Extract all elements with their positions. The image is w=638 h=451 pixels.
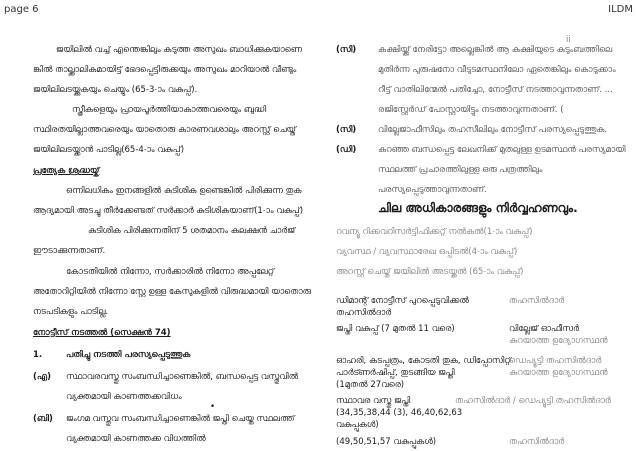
item-marker: (സി) [336, 125, 357, 135]
row-label: ഓഹരി, കടപ്പത്രം, കോടതി തുക, ഡിപ്പോസിറ്റ് [336, 356, 511, 366]
row-value: കുറയാത്ത ഉദ്യോഗസ്ഥൻ [509, 368, 608, 378]
authority-line: റവന്യൂ റിക്കവറിസർട്ടിഫിക്കറ്റ് നൽകൽ(1-ാം വകുപ്പ്) [336, 227, 533, 237]
row-label: ഡിമാന്റ് നോട്ടീസ് പുറപ്പെടുവിക്കൽ [336, 296, 469, 306]
row-label: (1മുതൽ 27വരെ) [336, 380, 405, 390]
row-value: ഡെപ്യൂട്ടി തഹസിൽദാർ [509, 356, 602, 366]
text-line: മുതിർന്ന പുരുഷനോ വീടുടമസ്ഥനിലോ ഏതെങ്കിലും കൊടുക്കാം [378, 65, 616, 75]
text-line: ആദ്യമായി അടച്ചു തീർക്കേണ്ടത് സർക്കാർ കുടിശികയാണ്(1-ാം വകുപ്പ്) [33, 206, 304, 216]
text-line: കുറഞ്ഞ ബന്ധപ്പെട്ട ലേഖനിക്ക് മുതലുള്ള ഉടമസ്ഥൻ പരസ്യമായി [378, 145, 626, 155]
heading-special-note: പ്രത്യേക ശ്രദ്ധയ്ക് [33, 166, 100, 176]
row-label: ജപ്തി വകുപ്പ് (7 മുതൽ 11 വരെ) [336, 324, 455, 334]
row-value: കുറയാത്ത ഉദ്യോഗസ്ഥൻ [509, 336, 608, 346]
text-line: സ്ഥാവരവസ്തു സംബന്ധിച്ചാണെങ്കിൽ, ബന്ധപ്പെട്ട വസ്തുവിൽ [66, 372, 299, 382]
row-value: തഹസിൽദാർ [509, 296, 565, 306]
row-label: വകുപ്പുകൾ) [336, 420, 379, 430]
text-line: ജയിലിൽ വച്ച് എന്തെങ്കിലും കടുത്ത അസുഖം ബാധിക്കുകയാണെ [56, 45, 302, 55]
text-line: ങ്കിൽ താല്ക്കാലികമായിട്ട് ഭേദപ്പെട്ടിരുക്കയും അസുഖം മാറിയാൽ വീണ്ടും [33, 65, 297, 75]
text-line: പരസ്യപ്പെടുത്താവുന്നതാണ്. [378, 185, 487, 195]
section-title: ചില അധികാരങ്ങളും നിർവ്വഹണവും. [378, 201, 578, 215]
text-line: സ്ഥിരതയില്ലാത്തവരെയും യാതൊരു കാരണവശാലും അറസ്റ്റ് ചെയ്ത് [33, 125, 297, 135]
authority-line: അറസ്റ്റ് ചെയ്ത് ജയിലിൽ അടയ്ക്കൽ (65-ാം വകുപ്പ്) [336, 267, 524, 277]
page-label: page 6 [4, 4, 39, 15]
bullet-icon: • [210, 402, 216, 412]
authority-line: വ്യവസ്ഥ / വ്യവസ്ഥാരേഖ ഒപ്പിടൽ(4-ാം വകുപ്പ്) [336, 247, 518, 257]
text-line: ജംഗമ വസ്തുവ സംബന്ധിച്ചാണെങ്കിൽ ജപ്തി ചെയ്ത സ്ഥലത്ത് [66, 414, 295, 424]
text-line: വ്യക്തമായി കാണത്തക്കവിധം [66, 392, 182, 402]
row-label: സ്ഥാവര വസ്തു ജപ്തി [336, 396, 411, 406]
item-text: പതിച്ചു നടത്തി പരസ്യപ്പെടുത്തുക [66, 350, 191, 360]
row-value: തഹസിൽദാർ / ഡെപ്യൂട്ടി തഹസിൽദാർ [455, 396, 611, 406]
text-line: വില്ലേജാഫീസിലും തഹസീലിലും നോട്ടീസ് പരസ്യപ്പെടുത്തുക. [378, 125, 608, 135]
brand-label: ILDM [608, 4, 633, 15]
text-line: വ്യക്തമായി കാണത്തക്ക വിധത്തിൽ [66, 434, 206, 444]
row-label: (49,50,51,57 വകുപ്പുകൾ) [336, 437, 437, 447]
text-line: സ്ഥലത്ത് പ്രചാരത്തിലുള്ള ഒരു പത്രത്തിലും [378, 165, 543, 175]
heading-notice: നോട്ടീസ് നടത്തൽ (സെക്ഷൻ 74) [33, 328, 171, 338]
item-marker: (എ) [33, 372, 51, 382]
text-line: കോടതിയിൽ നിന്നോ, സർക്കാരിൽ നിന്നോ അപ്പലേറ്റ് [66, 267, 275, 277]
item-number: 1. [33, 350, 43, 360]
text-line: കക്ഷിയ്ക്ക് നേരിട്ടോ അല്ലെങ്കിൽ ആ കക്ഷിയുടെ കുടുംബത്തിലെ [378, 45, 613, 55]
text-line: ഒന്നിലധികം ഇനങ്ങളിൽ കുടിശിക ഉണ്ടെങ്കിൽ പിരിക്കുന്ന തുക [66, 186, 302, 196]
text-line: കുടിശിക പിരിക്കുന്നതിന് 5 ശതമാനം കലക്ഷൻ ചാർജ് [88, 226, 296, 236]
row-value: തഹസിൽദാർ [509, 437, 565, 447]
row-value: വില്ലേജ് ഓഫീസർ [509, 324, 579, 334]
item-marker: (സി) [336, 45, 357, 55]
item-marker: (ബി) [33, 414, 53, 424]
row-label: (34,35,38,44 (3), 46,40,62,63 [336, 408, 463, 418]
item-marker: (ഡി) [336, 145, 357, 155]
text-line: സ്ത്രീകളെയും പ്രായപൂർത്തിയാകാത്തവരെയും ബുദ്ധി [72, 105, 267, 115]
text-line: ജയിലിലടയ്ക്കാൻ പാടില്ല(65-4-ാം വകുപ്പ്) [33, 145, 185, 155]
row-label: പാർട്ണർഷിപ്പ്, തുടങ്ങിയ ജപ്തി [336, 368, 455, 378]
text-line: റീട്ട് വാതിലിന്മേൽ പതിച്ചോ, നോട്ടീസ് നടത്താവുന്നതാണ്. ... [378, 85, 613, 95]
row-label: തഹസിൽദാർ [336, 308, 392, 318]
text-line: ഈടാക്കുന്നതാണ്. [33, 246, 106, 256]
text-line: ജയിലിലടയ്ക്കുകയും ചെയ്യും (65-3-ാം വകുപ്പ്). [33, 85, 198, 95]
text-line: രജിസ്റ്റേർഡ് പോസ്റ്റായിട്ടും നടത്താവുന്നതാണ്. ( [378, 105, 564, 115]
text-line: നടപടികളും പാടില്ല. [33, 307, 109, 317]
text-line: അതോറിറ്റിയിൽ നിന്നോ സ്റ്റേ ഉള്ള കേസുകളിൽ വിരുദ്ധമായി യാതൊരു [33, 287, 311, 297]
corner-mark: ii [566, 35, 571, 45]
